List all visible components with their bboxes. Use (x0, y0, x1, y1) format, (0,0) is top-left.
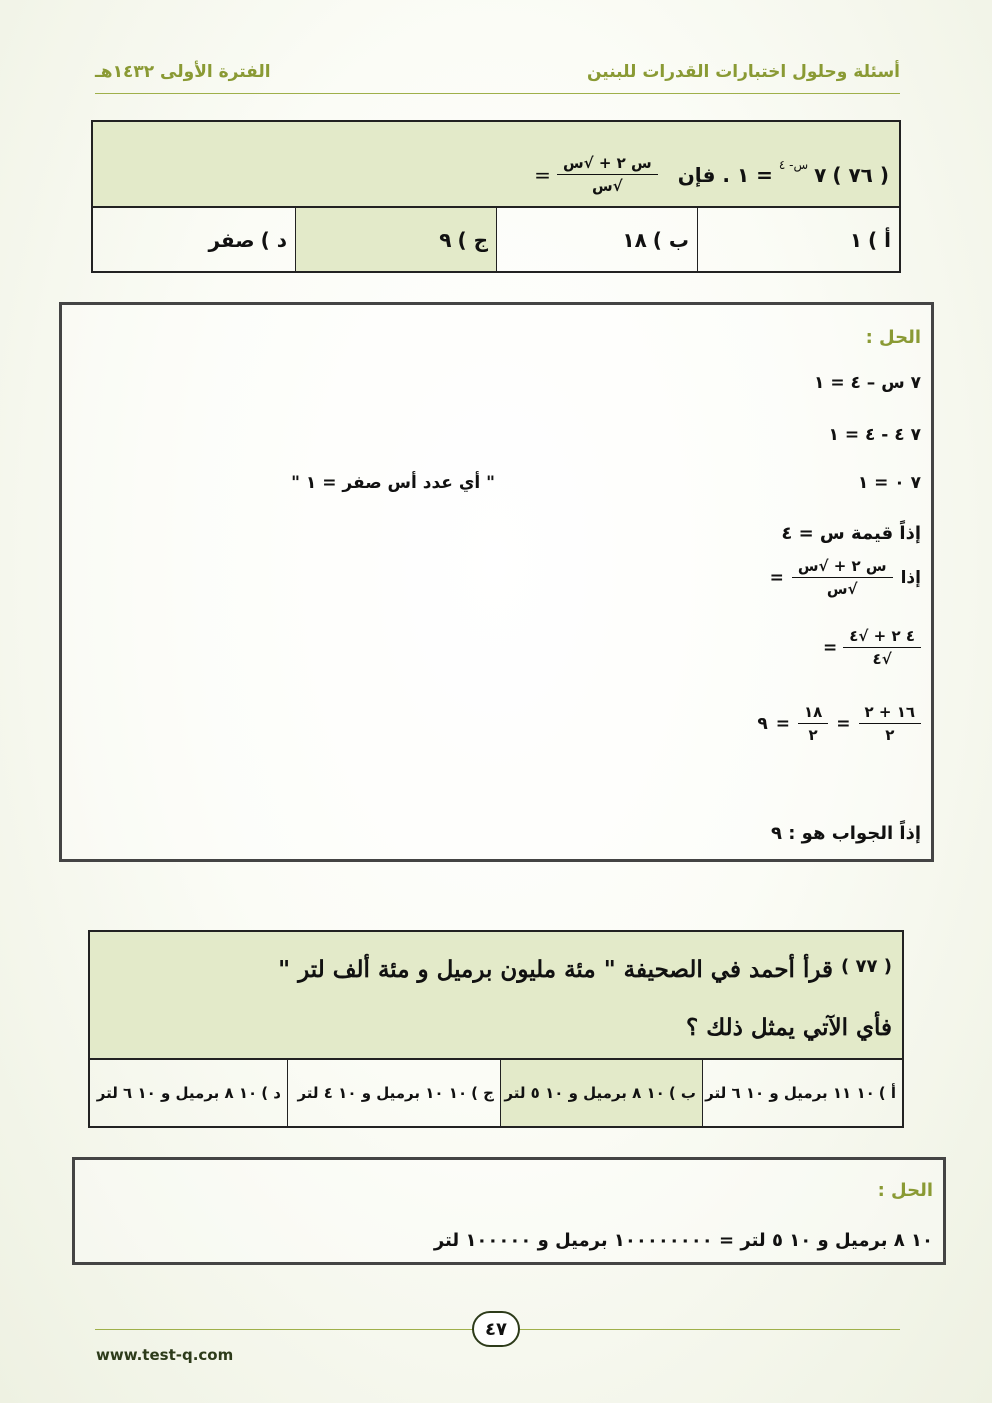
q77-stem (90, 932, 902, 1060)
q76-frac-equals: = (534, 162, 551, 187)
option-label: ج ) (471, 1084, 494, 1102)
q76-frac-denominator: √س (591, 177, 623, 195)
step7-denominator-2: ٢ (808, 726, 818, 744)
step7-fraction-1 (859, 703, 921, 744)
q76-stem (93, 122, 899, 208)
q77-line-2: فأي الآتي يمثل ذلك ؟ (685, 1014, 892, 1041)
q76-equation: = ١ . فإن (677, 162, 773, 187)
solution-note: " أي عدد أس صفر = ١ " (291, 473, 495, 493)
solution-step-3: ٧ ٠ = ١ (857, 473, 921, 493)
solution-step-1: ٧ س – ٤ = ١ (814, 373, 921, 393)
step7-equals-2: = (775, 713, 790, 734)
q77-table (88, 930, 904, 1128)
step5-denominator: √س (826, 580, 858, 598)
step6-equals: = (823, 637, 838, 658)
option-label: ب ) (652, 227, 689, 252)
q76-fraction (557, 154, 658, 195)
step7-numerator-1: ١٦ + ٢ (859, 703, 921, 724)
q77-option-d[interactable] (90, 1060, 287, 1126)
option-text: ٩ (439, 227, 452, 252)
option-label: أ ) (878, 1084, 896, 1102)
q77-number: ( ٧٧ ) (841, 956, 892, 977)
solution-title: الحل : (877, 1180, 933, 1201)
page-number-badge (472, 1311, 520, 1347)
option-text: ١٠ ١١ برميل و ١٠ ٦ لتر (705, 1084, 875, 1102)
step7-equals-1: = (836, 713, 851, 734)
q77-option-c[interactable] (287, 1060, 500, 1126)
step7-result: ٩ (757, 713, 768, 734)
book-title: أسئلة وحلول اختبارات القدرات للبنين (586, 62, 900, 82)
option-text: ١٠ ٨ برميل و ١٠ ٦ لتر (96, 1084, 258, 1102)
solution-step-2: ٧ ٤ - ٤ = ١ (828, 425, 921, 445)
option-text: ١٨ (622, 227, 647, 252)
step5-prefix: إذا (900, 567, 921, 588)
q77-option-b[interactable] (500, 1060, 702, 1126)
step6-fraction (843, 627, 921, 668)
website-link[interactable]: www.test-q.com (96, 1346, 234, 1364)
option-label: د ) (261, 1084, 281, 1102)
header-divider (95, 93, 900, 94)
option-text: صفر (208, 227, 255, 252)
step5-numerator: س ٢ + √س (792, 557, 893, 578)
q77-options-row (90, 1060, 902, 1126)
q77-solution-box (72, 1157, 946, 1265)
step5-fraction (792, 557, 893, 598)
q76-exponent: س- ٤ (778, 157, 809, 172)
step6-denominator: √٤ (872, 650, 892, 668)
option-label: د ) (260, 227, 287, 252)
option-text: ١٠ ١٠ برميل و ١٠ ٤ لتر (297, 1084, 468, 1102)
step6-numerator: ٤ ٢ + √٤ (843, 627, 921, 648)
step7-denominator-1: ٢ (885, 726, 895, 744)
q77-option-a[interactable] (702, 1060, 902, 1126)
period-label: الفترة الأولى ١٤٣٢هـ (95, 62, 271, 82)
q76-base: ٧ (814, 162, 827, 187)
q76-options-row (93, 208, 899, 271)
step7-numerator-2: ١٨ (798, 703, 828, 724)
solution-step-4: إذاً قيمة س = ٤ (781, 523, 921, 544)
solution-answer: إذاً الجواب هو : ٩ (770, 823, 921, 844)
solution-line: ١٠ ٨ برميل و ١٠ ٥ لتر = ١٠٠٠٠٠٠٠٠ برميل و ١٠٠٠٠٠ لتر (433, 1230, 933, 1251)
solution-step-6 (823, 627, 921, 668)
step5-equals: = (769, 567, 784, 588)
solution-title: الحل : (865, 327, 921, 348)
q76-frac-numerator: س ٢ + √س (557, 154, 658, 175)
q76-option-c[interactable] (295, 208, 496, 271)
solution-step-7 (757, 703, 921, 744)
solution-step-5 (770, 557, 921, 598)
option-text: ١ (849, 227, 863, 252)
q77-line-1: قرأ أحمد في الصحيفة " مئة مليون برميل و مئة ألف لتر " (278, 956, 834, 983)
step7-fraction-2 (798, 703, 828, 744)
option-label: ب ) (668, 1084, 696, 1102)
option-label: أ ) (868, 227, 891, 252)
option-label: ج ) (457, 227, 488, 252)
q76-number: ( ٧٦ ) (832, 162, 889, 187)
q76-option-b[interactable] (496, 208, 697, 271)
q76-option-a[interactable] (697, 208, 899, 271)
page-number: ٤٧ (485, 1318, 507, 1340)
q76-solution-box (59, 302, 934, 862)
q76-table (91, 120, 901, 273)
option-text: ١٠ ٨ برميل و ١٠ ٥ لتر (504, 1084, 665, 1102)
q76-option-d[interactable] (93, 208, 295, 271)
